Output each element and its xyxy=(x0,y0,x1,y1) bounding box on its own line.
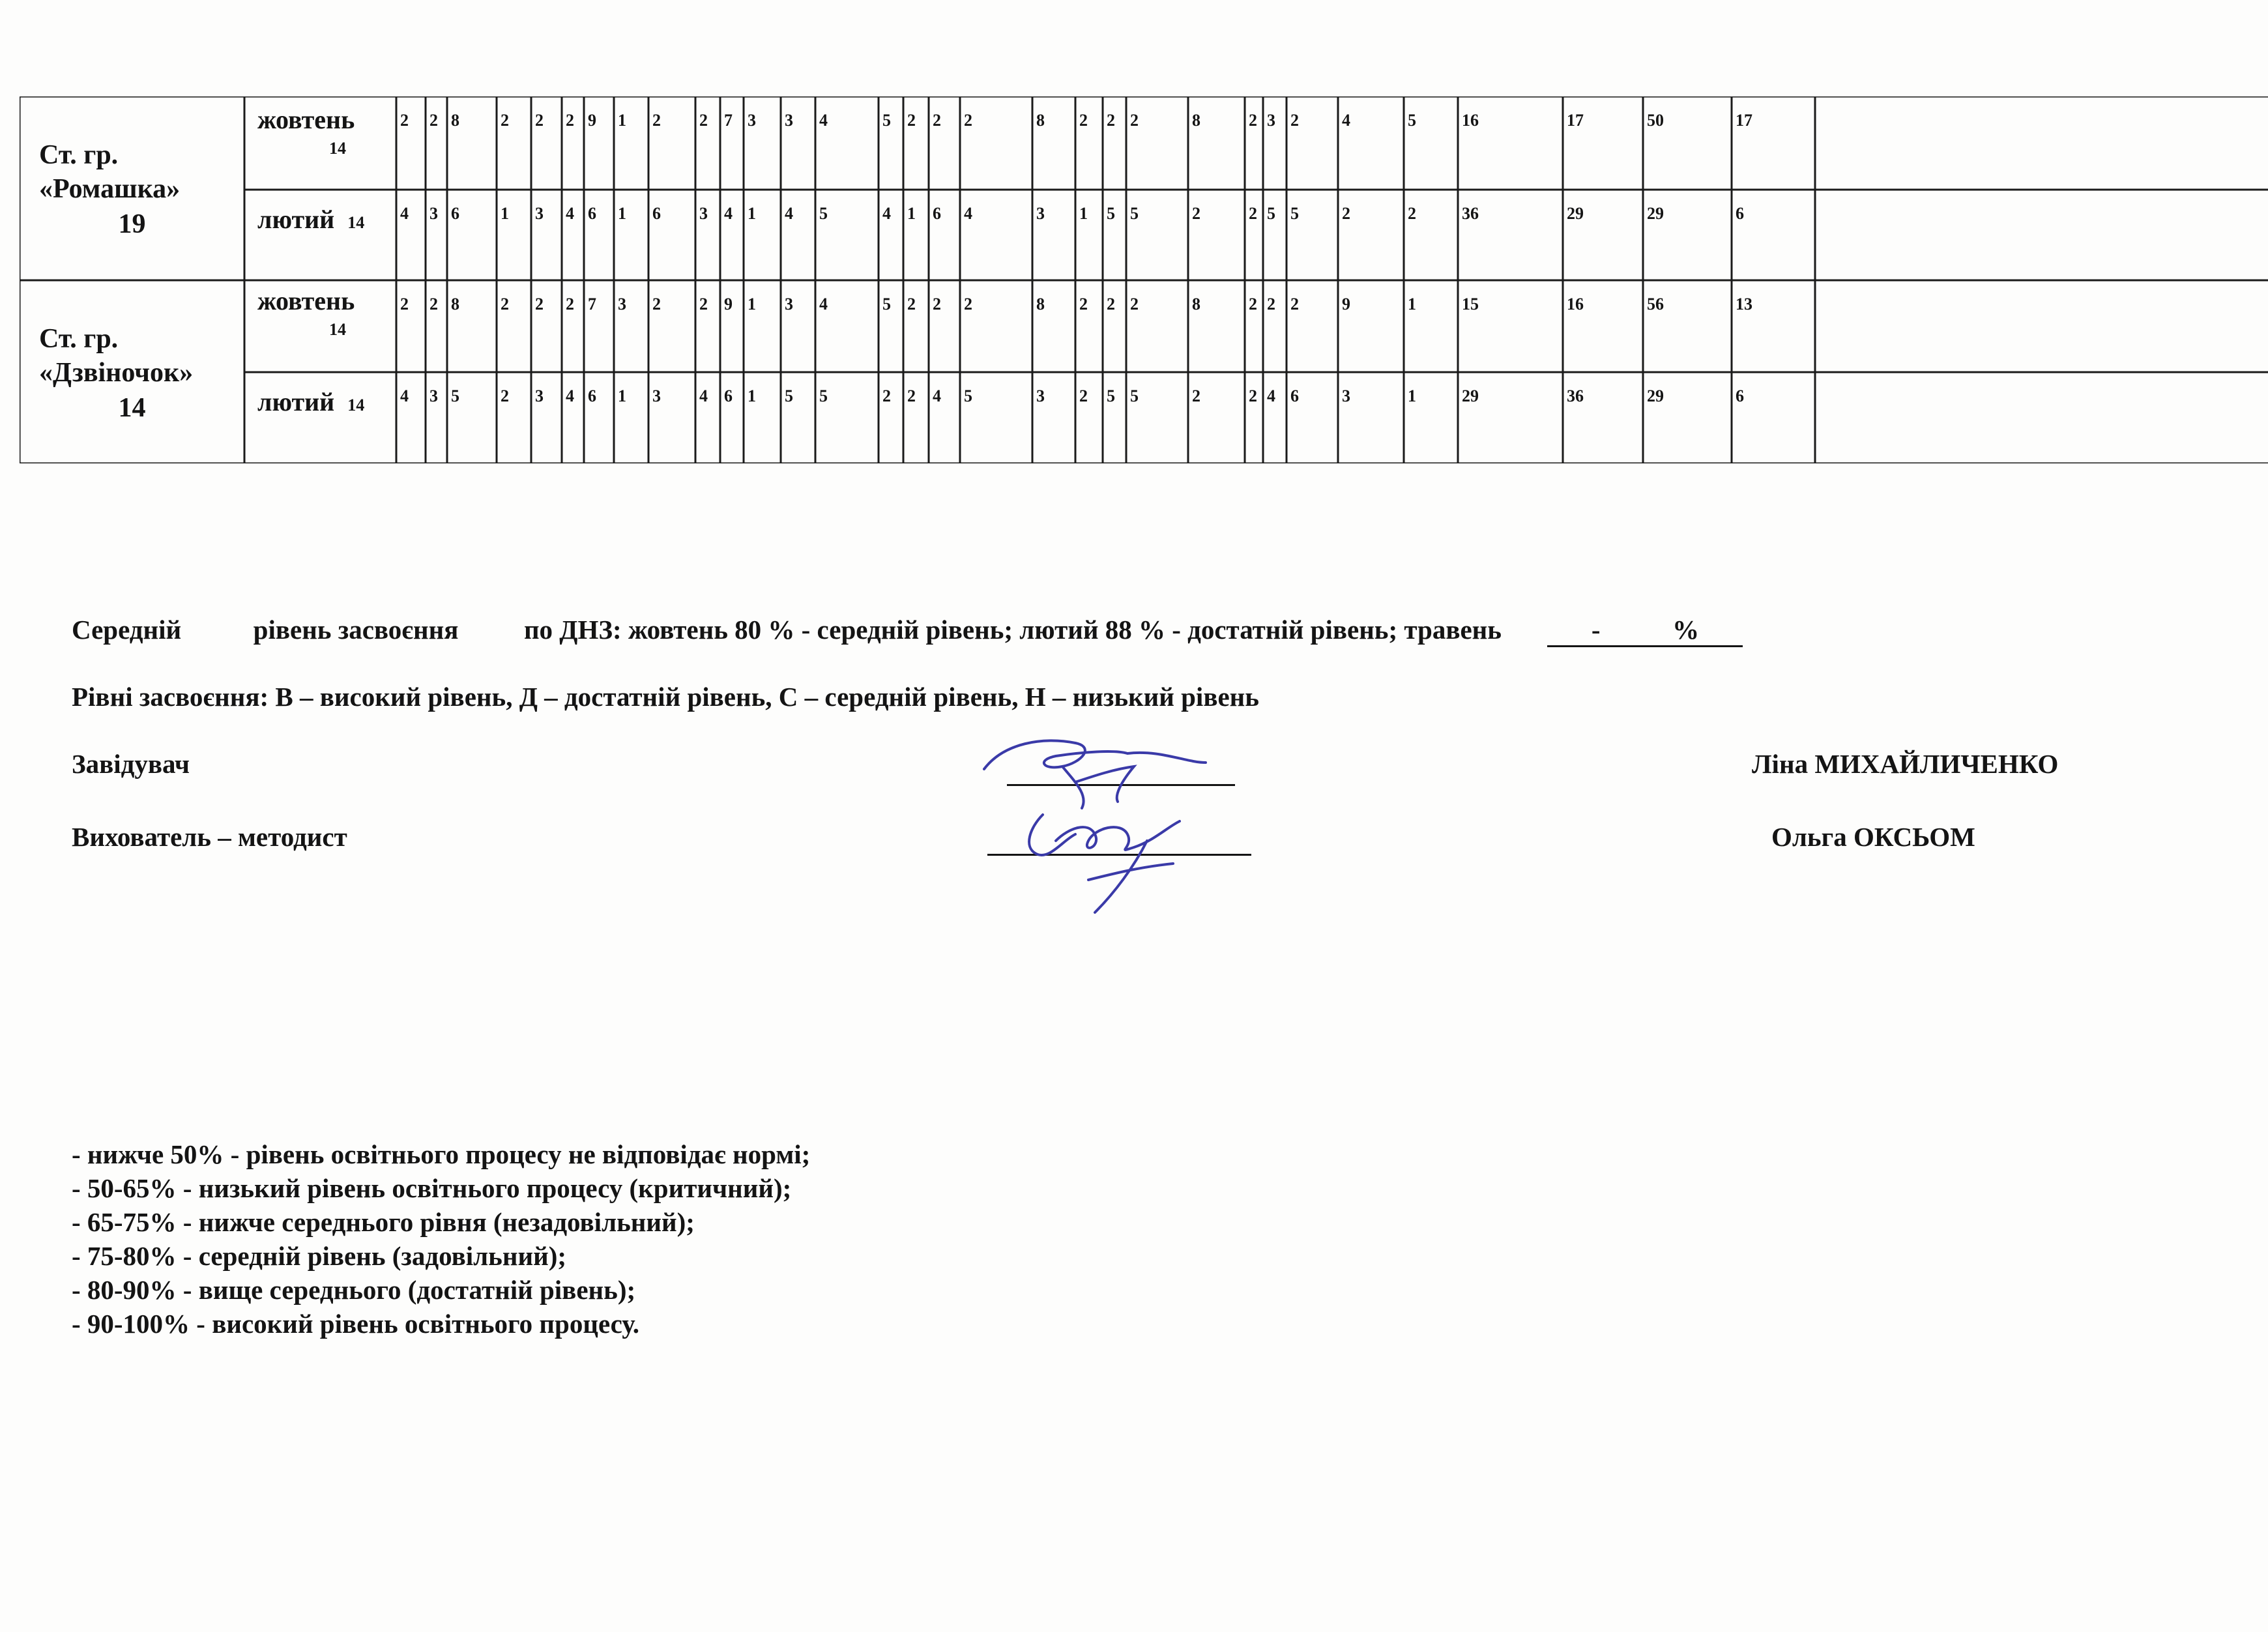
table-cell: 1 xyxy=(907,204,916,223)
table-cell: 2 xyxy=(1079,111,1088,130)
scale-item: - 80-90% - вище середнього (достатній рівень); xyxy=(72,1275,636,1305)
table-cell: 4 xyxy=(566,386,574,405)
table-cell: 2 xyxy=(1079,295,1088,313)
table-cell: 9 xyxy=(1342,295,1350,313)
group-name-line2: «Дзвіночок» xyxy=(39,358,194,388)
table-cell: 4 xyxy=(819,295,828,313)
table-cell: 5 xyxy=(1107,204,1115,223)
table-cell: 1 xyxy=(618,204,626,223)
table-cell: 15 xyxy=(1462,295,1479,313)
table-cell: 3 xyxy=(535,386,544,405)
head-name: Ліна МИХАЙЛИЧЕНКО xyxy=(1752,749,2059,779)
table-cell: 2 xyxy=(1192,386,1200,405)
table-cell: 4 xyxy=(964,204,972,223)
table-cell: 5 xyxy=(882,111,891,130)
table-cell: 2 xyxy=(535,111,544,130)
table-cell: 5 xyxy=(1408,111,1416,130)
table-cell: 3 xyxy=(785,111,793,130)
methodist-name: Ольга ОКСЬОМ xyxy=(1771,822,1975,852)
group-name-line1: Ст. гр. xyxy=(39,140,119,170)
table-cell: 8 xyxy=(1036,111,1045,130)
table-cell: 17 xyxy=(1736,111,1752,130)
table-cell: 2 xyxy=(1130,111,1139,130)
month-sub: 14 xyxy=(329,139,346,158)
table-cell: 2 xyxy=(882,386,891,405)
table-cell: 5 xyxy=(819,386,828,405)
table-cell: 6 xyxy=(724,386,733,405)
table-cell: 3 xyxy=(429,386,438,405)
may-value xyxy=(1547,614,1743,647)
table-cell: 4 xyxy=(724,204,733,223)
average-level-line xyxy=(72,614,1743,647)
table-cell: 8 xyxy=(451,295,459,313)
month-label xyxy=(257,104,355,158)
table-cell: 5 xyxy=(1130,386,1139,405)
results-table xyxy=(20,96,2268,463)
levels-legend: Рівні засвоєння: В – високий рівень, Д – достатній рівень, С – середній рівень, Н – низький рівень xyxy=(72,682,1259,712)
table-cell: 2 xyxy=(1249,386,1257,405)
table-cell: 3 xyxy=(785,295,793,313)
table-cell: 29 xyxy=(1647,386,1664,405)
table-cell: 50 xyxy=(1647,111,1664,130)
table-cell: 16 xyxy=(1462,111,1479,130)
group-name xyxy=(39,322,193,390)
group-name xyxy=(39,138,180,206)
table-cell: 2 xyxy=(501,295,509,313)
table-cell: 3 xyxy=(1036,386,1045,405)
table-cell: 2 xyxy=(400,111,409,130)
table-cell: 4 xyxy=(699,386,708,405)
table-cell: 1 xyxy=(748,386,756,405)
table-cell: 8 xyxy=(1192,295,1200,313)
table-cell: 2 xyxy=(400,295,409,313)
table-cell: 3 xyxy=(652,386,661,405)
table-cell: 6 xyxy=(1290,386,1299,405)
table-cell: 2 xyxy=(964,295,972,313)
table-cell: 9 xyxy=(724,295,733,313)
table-cell: 2 xyxy=(933,295,941,313)
table-cell: 5 xyxy=(451,386,459,405)
table-cell: 1 xyxy=(1079,204,1088,223)
average-label-2: рівень засвоєння xyxy=(253,615,459,645)
month-sub: 14 xyxy=(347,213,365,232)
table-cell: 29 xyxy=(1647,204,1664,223)
table-cell: 5 xyxy=(819,204,828,223)
table-cell: 2 xyxy=(1290,295,1299,313)
methodist-title: Вихователь – методист xyxy=(72,822,347,852)
scale-item: - нижче 50% - рівень освітнього процесу не відповідає нормі; xyxy=(72,1139,811,1169)
table-cell: 2 xyxy=(1267,295,1275,313)
table-cell: 3 xyxy=(535,204,544,223)
table-cell: 1 xyxy=(618,386,626,405)
head-signature-icon xyxy=(965,723,1238,815)
month-name: лютий xyxy=(257,205,335,234)
table-cell: 7 xyxy=(588,295,596,313)
group-count: 14 xyxy=(118,393,146,423)
table-cell: 2 xyxy=(907,295,916,313)
table-cell: 36 xyxy=(1567,386,1584,405)
average-label: Середній xyxy=(72,615,182,645)
table-cell: 5 xyxy=(1290,204,1299,223)
table-cell: 7 xyxy=(724,111,733,130)
table-cell: 2 xyxy=(1107,111,1115,130)
table-cell: 29 xyxy=(1462,386,1479,405)
table-cell: 2 xyxy=(535,295,544,313)
table-cell: 1 xyxy=(748,204,756,223)
table-cell: 5 xyxy=(882,295,891,313)
table-cell: 5 xyxy=(785,386,793,405)
table-cell: 8 xyxy=(451,111,459,130)
table-cell: 3 xyxy=(1342,386,1350,405)
assessment-scale xyxy=(72,1137,810,1341)
table-cell: 6 xyxy=(588,204,596,223)
table-cell: 2 xyxy=(1408,204,1416,223)
month-sub: 14 xyxy=(329,320,346,339)
table-cell: 1 xyxy=(1408,295,1416,313)
may-value-text: - xyxy=(1591,615,1601,645)
table-cell: 2 xyxy=(501,386,509,405)
table-cell: 6 xyxy=(451,204,459,223)
table-cell: 2 xyxy=(1079,386,1088,405)
methodist-signature-icon xyxy=(1017,802,1225,919)
table-cell: 2 xyxy=(1249,111,1257,130)
table-cell: 2 xyxy=(566,295,574,313)
table-cell: 2 xyxy=(1290,111,1299,130)
table-cell: 4 xyxy=(400,386,409,405)
table-cell: 5 xyxy=(1107,386,1115,405)
table-cell: 2 xyxy=(964,111,972,130)
month-label xyxy=(257,386,364,417)
table-cell: 9 xyxy=(588,111,596,130)
table-cell: 17 xyxy=(1567,111,1584,130)
table-cell: 2 xyxy=(699,295,708,313)
table-cell: 3 xyxy=(748,111,756,130)
average-values: по ДНЗ: жовтень 80 % - середній рівень; лютий 88 % - достатній рівень; травень xyxy=(523,615,1502,645)
table-cell: 2 xyxy=(1342,204,1350,223)
head-title: Завідувач xyxy=(72,749,190,779)
table-cell: 4 xyxy=(1267,386,1275,405)
table-cell: 6 xyxy=(933,204,941,223)
group-name-line1: Ст. гр. xyxy=(39,324,119,354)
table-cell: 2 xyxy=(429,295,438,313)
table-cell: 2 xyxy=(429,111,438,130)
table-cell: 3 xyxy=(1036,204,1045,223)
percent-sign: % xyxy=(1672,615,1700,645)
table-cell: 2 xyxy=(1130,295,1139,313)
table-cell: 13 xyxy=(1736,295,1752,313)
table-cell: 6 xyxy=(1736,386,1744,405)
table-cell: 2 xyxy=(933,111,941,130)
month-name: лютий xyxy=(257,387,335,416)
table-cell: 36 xyxy=(1462,204,1479,223)
table-cell: 4 xyxy=(882,204,891,223)
table-cell: 4 xyxy=(1342,111,1350,130)
group-romashka xyxy=(20,96,244,280)
table-cell: 2 xyxy=(1192,204,1200,223)
table-cell: 6 xyxy=(588,386,596,405)
table-cell: 4 xyxy=(819,111,828,130)
table-cell: 1 xyxy=(618,111,626,130)
table-cell: 1 xyxy=(1408,386,1416,405)
table-cell: 2 xyxy=(566,111,574,130)
month-name: жовтень xyxy=(257,286,355,315)
table-cell: 2 xyxy=(501,111,509,130)
table-cell: 2 xyxy=(652,295,661,313)
month-name: жовтень xyxy=(257,105,355,134)
table-cell: 8 xyxy=(1192,111,1200,130)
group-count: 19 xyxy=(118,209,146,239)
table-cell: 5 xyxy=(1130,204,1139,223)
table-cell: 5 xyxy=(1267,204,1275,223)
table-cell: 2 xyxy=(907,386,916,405)
table-cell: 2 xyxy=(907,111,916,130)
group-dzvinochok xyxy=(20,280,244,464)
table-cell: 4 xyxy=(400,204,409,223)
table-cell: 2 xyxy=(699,111,708,130)
table-cell: 2 xyxy=(1249,204,1257,223)
month-label xyxy=(257,285,355,340)
table-cell: 3 xyxy=(429,204,438,223)
table-cell: 29 xyxy=(1567,204,1584,223)
table-cell: 1 xyxy=(501,204,509,223)
table-cell: 4 xyxy=(785,204,793,223)
group-name-line2: «Ромашка» xyxy=(39,174,181,204)
table-cell: 4 xyxy=(933,386,941,405)
month-sub: 14 xyxy=(347,396,365,415)
table-cell: 6 xyxy=(652,204,661,223)
table-cell: 2 xyxy=(1107,295,1115,313)
table-cell: 6 xyxy=(1736,204,1744,223)
scale-item: - 75-80% - середній рівень (задовільний); xyxy=(72,1241,567,1271)
table-cell: 8 xyxy=(1036,295,1045,313)
table-cell: 56 xyxy=(1647,295,1664,313)
table-cell: 3 xyxy=(699,204,708,223)
table-cell: 3 xyxy=(618,295,626,313)
table-cell: 2 xyxy=(652,111,661,130)
month-label xyxy=(257,204,364,235)
scale-item: - 50-65% - низький рівень освітнього процесу (критичний); xyxy=(72,1173,792,1203)
table-cell: 16 xyxy=(1567,295,1584,313)
scale-item: - 90-100% - високий рівень освітнього процесу. xyxy=(72,1309,639,1339)
table-cell: 5 xyxy=(964,386,972,405)
scale-item: - 65-75% - нижче середнього рівня (незадовільний); xyxy=(72,1207,695,1237)
table-cell: 2 xyxy=(1249,295,1257,313)
table-cell: 4 xyxy=(566,204,574,223)
table-cell: 3 xyxy=(1267,111,1275,130)
table-cell: 1 xyxy=(748,295,756,313)
